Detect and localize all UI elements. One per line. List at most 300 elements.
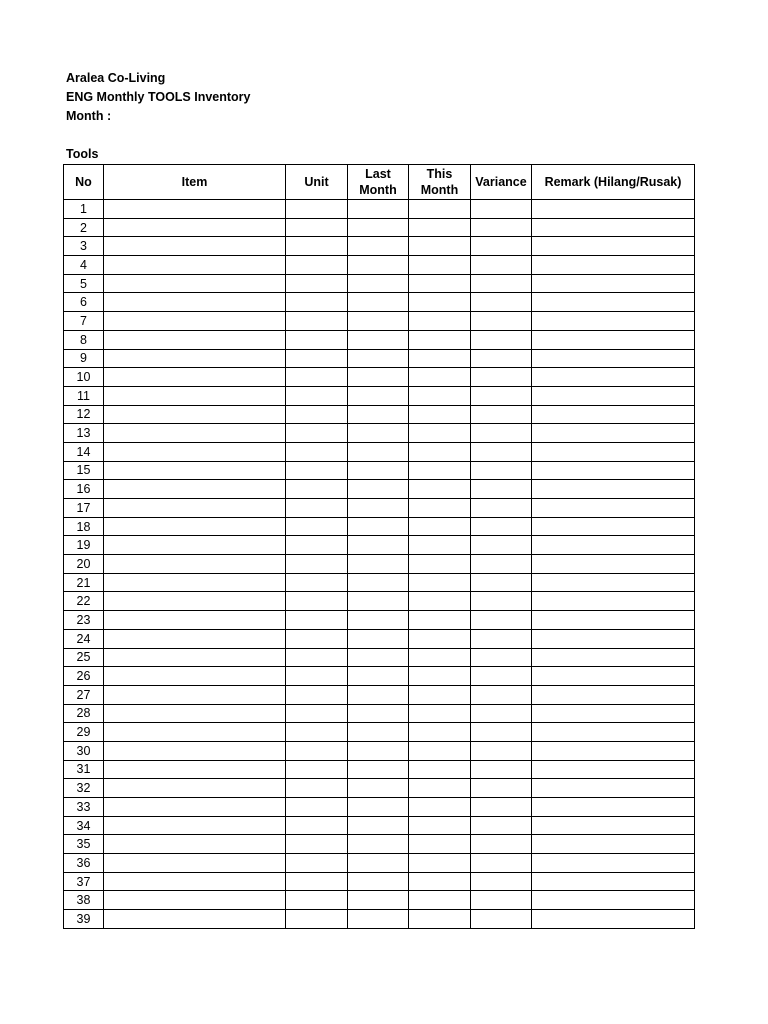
row-number: 3 xyxy=(64,237,104,256)
document-header xyxy=(66,69,251,126)
cell-unit[interactable] xyxy=(286,704,348,723)
cell-item[interactable] xyxy=(104,424,286,443)
cell-item[interactable] xyxy=(104,648,286,667)
cell-this-month[interactable] xyxy=(409,798,471,817)
cell-this-month[interactable] xyxy=(409,442,471,461)
cell-last-month[interactable] xyxy=(348,536,409,555)
cell-last-month[interactable] xyxy=(348,405,409,424)
cell-last-month[interactable] xyxy=(348,480,409,499)
cell-item[interactable] xyxy=(104,499,286,518)
cell-remark[interactable] xyxy=(532,368,695,387)
cell-last-month[interactable] xyxy=(348,312,409,331)
row-number: 13 xyxy=(64,424,104,443)
cell-unit[interactable] xyxy=(286,200,348,219)
cell-remark[interactable] xyxy=(532,667,695,686)
cell-item[interactable] xyxy=(104,274,286,293)
cell-remark[interactable] xyxy=(532,835,695,854)
cell-item[interactable] xyxy=(104,237,286,256)
cell-unit[interactable] xyxy=(286,891,348,910)
inventory-table xyxy=(63,164,695,929)
cell-this-month[interactable] xyxy=(409,386,471,405)
cell-variance[interactable] xyxy=(471,573,532,592)
cell-item[interactable] xyxy=(104,517,286,536)
cell-remark[interactable] xyxy=(532,517,695,536)
cell-variance[interactable] xyxy=(471,910,532,929)
table-row xyxy=(64,517,695,536)
table-row xyxy=(64,349,695,368)
cell-variance[interactable] xyxy=(471,499,532,518)
cell-variance[interactable] xyxy=(471,854,532,873)
cell-last-month[interactable] xyxy=(348,424,409,443)
table-row xyxy=(64,461,695,480)
row-number: 19 xyxy=(64,536,104,555)
cell-unit[interactable] xyxy=(286,573,348,592)
cell-unit[interactable] xyxy=(286,349,348,368)
cell-remark[interactable] xyxy=(532,256,695,275)
table-row xyxy=(64,723,695,742)
cell-remark[interactable] xyxy=(532,442,695,461)
cell-last-month[interactable] xyxy=(348,330,409,349)
cell-last-month[interactable] xyxy=(348,349,409,368)
cell-item[interactable] xyxy=(104,536,286,555)
cell-unit[interactable] xyxy=(286,517,348,536)
cell-unit[interactable] xyxy=(286,798,348,817)
cell-variance[interactable] xyxy=(471,592,532,611)
table-row xyxy=(64,648,695,667)
row-number: 18 xyxy=(64,517,104,536)
cell-variance[interactable] xyxy=(471,667,532,686)
cell-remark[interactable] xyxy=(532,910,695,929)
cell-remark[interactable] xyxy=(532,405,695,424)
cell-variance[interactable] xyxy=(471,741,532,760)
cell-last-month[interactable] xyxy=(348,723,409,742)
cell-unit[interactable] xyxy=(286,480,348,499)
cell-remark[interactable] xyxy=(532,536,695,555)
cell-variance[interactable] xyxy=(471,480,532,499)
cell-unit[interactable] xyxy=(286,854,348,873)
table-row xyxy=(64,741,695,760)
cell-this-month[interactable] xyxy=(409,872,471,891)
row-number: 35 xyxy=(64,835,104,854)
row-number: 38 xyxy=(64,891,104,910)
row-number: 14 xyxy=(64,442,104,461)
table-row xyxy=(64,200,695,219)
cell-this-month[interactable] xyxy=(409,685,471,704)
cell-remark[interactable] xyxy=(532,891,695,910)
cell-item[interactable] xyxy=(104,555,286,574)
table-row xyxy=(64,256,695,275)
cell-this-month[interactable] xyxy=(409,835,471,854)
cell-this-month[interactable] xyxy=(409,816,471,835)
row-number: 24 xyxy=(64,629,104,648)
cell-unit[interactable] xyxy=(286,872,348,891)
cell-variance[interactable] xyxy=(471,723,532,742)
cell-this-month[interactable] xyxy=(409,555,471,574)
row-number: 28 xyxy=(64,704,104,723)
cell-item[interactable] xyxy=(104,200,286,219)
cell-last-month[interactable] xyxy=(348,256,409,275)
table-row xyxy=(64,555,695,574)
cell-item[interactable] xyxy=(104,480,286,499)
row-number: 30 xyxy=(64,741,104,760)
cell-this-month[interactable] xyxy=(409,368,471,387)
cell-item[interactable] xyxy=(104,910,286,929)
cell-remark[interactable] xyxy=(532,704,695,723)
cell-this-month[interactable] xyxy=(409,218,471,237)
row-number: 25 xyxy=(64,648,104,667)
cell-variance[interactable] xyxy=(471,424,532,443)
table-row xyxy=(64,667,695,686)
cell-unit[interactable] xyxy=(286,218,348,237)
cell-item[interactable] xyxy=(104,854,286,873)
cell-last-month[interactable] xyxy=(348,218,409,237)
cell-variance[interactable] xyxy=(471,386,532,405)
cell-last-month[interactable] xyxy=(348,237,409,256)
cell-this-month[interactable] xyxy=(409,629,471,648)
cell-unit[interactable] xyxy=(286,592,348,611)
cell-unit[interactable] xyxy=(286,312,348,331)
cell-remark[interactable] xyxy=(532,760,695,779)
cell-item[interactable] xyxy=(104,667,286,686)
cell-last-month[interactable] xyxy=(348,629,409,648)
cell-variance[interactable] xyxy=(471,274,532,293)
table-row xyxy=(64,330,695,349)
cell-remark[interactable] xyxy=(532,461,695,480)
column-header-unit: Unit xyxy=(286,165,348,200)
cell-unit[interactable] xyxy=(286,237,348,256)
cell-remark[interactable] xyxy=(532,685,695,704)
cell-variance[interactable] xyxy=(471,611,532,630)
table-row xyxy=(64,536,695,555)
cell-this-month[interactable] xyxy=(409,405,471,424)
cell-item[interactable] xyxy=(104,723,286,742)
cell-remark[interactable] xyxy=(532,386,695,405)
table-row xyxy=(64,779,695,798)
cell-unit[interactable] xyxy=(286,536,348,555)
row-number: 16 xyxy=(64,480,104,499)
cell-this-month[interactable] xyxy=(409,200,471,219)
table-row xyxy=(64,386,695,405)
cell-this-month[interactable] xyxy=(409,517,471,536)
cell-item[interactable] xyxy=(104,685,286,704)
cell-last-month[interactable] xyxy=(348,648,409,667)
column-header-no: No xyxy=(64,165,104,200)
row-number: 26 xyxy=(64,667,104,686)
row-number: 4 xyxy=(64,256,104,275)
cell-variance[interactable] xyxy=(471,312,532,331)
cell-this-month[interactable] xyxy=(409,723,471,742)
cell-last-month[interactable] xyxy=(348,573,409,592)
cell-variance[interactable] xyxy=(471,218,532,237)
cell-item[interactable] xyxy=(104,312,286,331)
cell-this-month[interactable] xyxy=(409,648,471,667)
cell-variance[interactable] xyxy=(471,648,532,667)
table-row xyxy=(64,499,695,518)
cell-last-month[interactable] xyxy=(348,685,409,704)
cell-last-month[interactable] xyxy=(348,368,409,387)
row-number: 1 xyxy=(64,200,104,219)
cell-last-month[interactable] xyxy=(348,779,409,798)
cell-unit[interactable] xyxy=(286,667,348,686)
row-number: 34 xyxy=(64,816,104,835)
cell-remark[interactable] xyxy=(532,816,695,835)
cell-remark[interactable] xyxy=(532,424,695,443)
cell-remark[interactable] xyxy=(532,872,695,891)
cell-variance[interactable] xyxy=(471,330,532,349)
cell-remark[interactable] xyxy=(532,723,695,742)
cell-this-month[interactable] xyxy=(409,741,471,760)
row-number: 9 xyxy=(64,349,104,368)
cell-last-month[interactable] xyxy=(348,798,409,817)
cell-variance[interactable] xyxy=(471,798,532,817)
cell-remark[interactable] xyxy=(532,499,695,518)
table-row xyxy=(64,816,695,835)
cell-last-month[interactable] xyxy=(348,816,409,835)
cell-unit[interactable] xyxy=(286,442,348,461)
cell-item[interactable] xyxy=(104,218,286,237)
table-row xyxy=(64,480,695,499)
cell-remark[interactable] xyxy=(532,779,695,798)
cell-this-month[interactable] xyxy=(409,349,471,368)
cell-item[interactable] xyxy=(104,293,286,312)
cell-unit[interactable] xyxy=(286,816,348,835)
cell-item[interactable] xyxy=(104,611,286,630)
cell-unit[interactable] xyxy=(286,424,348,443)
cell-unit[interactable] xyxy=(286,629,348,648)
cell-this-month[interactable] xyxy=(409,256,471,275)
row-number: 10 xyxy=(64,368,104,387)
cell-unit[interactable] xyxy=(286,685,348,704)
cell-this-month[interactable] xyxy=(409,760,471,779)
table-row xyxy=(64,704,695,723)
cell-this-month[interactable] xyxy=(409,499,471,518)
cell-unit[interactable] xyxy=(286,910,348,929)
cell-this-month[interactable] xyxy=(409,667,471,686)
column-header-item: Item xyxy=(104,165,286,200)
row-number: 29 xyxy=(64,723,104,742)
cell-last-month[interactable] xyxy=(348,760,409,779)
cell-variance[interactable] xyxy=(471,779,532,798)
cell-item[interactable] xyxy=(104,386,286,405)
cell-remark[interactable] xyxy=(532,349,695,368)
cell-item[interactable] xyxy=(104,461,286,480)
cell-unit[interactable] xyxy=(286,611,348,630)
cell-this-month[interactable] xyxy=(409,237,471,256)
cell-remark[interactable] xyxy=(532,798,695,817)
cell-this-month[interactable] xyxy=(409,573,471,592)
cell-item[interactable] xyxy=(104,573,286,592)
cell-unit[interactable] xyxy=(286,386,348,405)
cell-item[interactable] xyxy=(104,798,286,817)
table-row xyxy=(64,835,695,854)
table-row xyxy=(64,629,695,648)
cell-variance[interactable] xyxy=(471,704,532,723)
table-row xyxy=(64,685,695,704)
cell-this-month[interactable] xyxy=(409,592,471,611)
cell-last-month[interactable] xyxy=(348,835,409,854)
table-row xyxy=(64,854,695,873)
cell-remark[interactable] xyxy=(532,200,695,219)
cell-unit[interactable] xyxy=(286,461,348,480)
cell-unit[interactable] xyxy=(286,274,348,293)
cell-last-month[interactable] xyxy=(348,442,409,461)
cell-this-month[interactable] xyxy=(409,704,471,723)
cell-unit[interactable] xyxy=(286,256,348,275)
cell-last-month[interactable] xyxy=(348,854,409,873)
cell-unit[interactable] xyxy=(286,555,348,574)
cell-item[interactable] xyxy=(104,442,286,461)
cell-item[interactable] xyxy=(104,872,286,891)
table-row xyxy=(64,368,695,387)
row-number: 37 xyxy=(64,872,104,891)
cell-unit[interactable] xyxy=(286,405,348,424)
cell-this-month[interactable] xyxy=(409,330,471,349)
cell-variance[interactable] xyxy=(471,200,532,219)
cell-this-month[interactable] xyxy=(409,274,471,293)
column-header-remark: Remark (Hilang/Rusak) xyxy=(532,165,695,200)
cell-remark[interactable] xyxy=(532,629,695,648)
cell-variance[interactable] xyxy=(471,349,532,368)
cell-unit[interactable] xyxy=(286,648,348,667)
row-number: 20 xyxy=(64,555,104,574)
cell-variance[interactable] xyxy=(471,555,532,574)
column-header-variance: Variance xyxy=(471,165,532,200)
cell-item[interactable] xyxy=(104,835,286,854)
cell-this-month[interactable] xyxy=(409,779,471,798)
cell-last-month[interactable] xyxy=(348,517,409,536)
cell-last-month[interactable] xyxy=(348,704,409,723)
cell-remark[interactable] xyxy=(532,330,695,349)
cell-remark[interactable] xyxy=(532,274,695,293)
cell-remark[interactable] xyxy=(532,237,695,256)
cell-item[interactable] xyxy=(104,405,286,424)
table-row xyxy=(64,312,695,331)
cell-variance[interactable] xyxy=(471,405,532,424)
cell-item[interactable] xyxy=(104,816,286,835)
row-number: 23 xyxy=(64,611,104,630)
cell-remark[interactable] xyxy=(532,480,695,499)
cell-this-month[interactable] xyxy=(409,910,471,929)
cell-remark[interactable] xyxy=(532,741,695,760)
cell-item[interactable] xyxy=(104,368,286,387)
cell-last-month[interactable] xyxy=(348,555,409,574)
cell-variance[interactable] xyxy=(471,461,532,480)
cell-unit[interactable] xyxy=(286,741,348,760)
cell-variance[interactable] xyxy=(471,256,532,275)
cell-variance[interactable] xyxy=(471,368,532,387)
table-row xyxy=(64,442,695,461)
cell-remark[interactable] xyxy=(532,592,695,611)
cell-this-month[interactable] xyxy=(409,424,471,443)
cell-last-month[interactable] xyxy=(348,592,409,611)
cell-item[interactable] xyxy=(104,891,286,910)
cell-last-month[interactable] xyxy=(348,274,409,293)
cell-remark[interactable] xyxy=(532,312,695,331)
cell-last-month[interactable] xyxy=(348,386,409,405)
row-number: 17 xyxy=(64,499,104,518)
cell-item[interactable] xyxy=(104,704,286,723)
cell-last-month[interactable] xyxy=(348,667,409,686)
cell-item[interactable] xyxy=(104,779,286,798)
cell-variance[interactable] xyxy=(471,237,532,256)
cell-this-month[interactable] xyxy=(409,312,471,331)
cell-last-month[interactable] xyxy=(348,293,409,312)
cell-this-month[interactable] xyxy=(409,293,471,312)
cell-last-month[interactable] xyxy=(348,872,409,891)
cell-variance[interactable] xyxy=(471,629,532,648)
cell-last-month[interactable] xyxy=(348,741,409,760)
cell-variance[interactable] xyxy=(471,517,532,536)
cell-unit[interactable] xyxy=(286,723,348,742)
row-number: 6 xyxy=(64,293,104,312)
cell-variance[interactable] xyxy=(471,442,532,461)
cell-variance[interactable] xyxy=(471,293,532,312)
cell-unit[interactable] xyxy=(286,779,348,798)
cell-variance[interactable] xyxy=(471,760,532,779)
cell-item[interactable] xyxy=(104,256,286,275)
cell-variance[interactable] xyxy=(471,685,532,704)
cell-remark[interactable] xyxy=(532,573,695,592)
cell-remark[interactable] xyxy=(532,854,695,873)
table-row xyxy=(64,611,695,630)
row-number: 32 xyxy=(64,779,104,798)
cell-variance[interactable] xyxy=(471,816,532,835)
cell-item[interactable] xyxy=(104,629,286,648)
cell-last-month[interactable] xyxy=(348,611,409,630)
cell-variance[interactable] xyxy=(471,835,532,854)
cell-this-month[interactable] xyxy=(409,854,471,873)
cell-this-month[interactable] xyxy=(409,536,471,555)
cell-variance[interactable] xyxy=(471,872,532,891)
cell-last-month[interactable] xyxy=(348,499,409,518)
row-number: 31 xyxy=(64,760,104,779)
cell-item[interactable] xyxy=(104,330,286,349)
cell-last-month[interactable] xyxy=(348,910,409,929)
cell-remark[interactable] xyxy=(532,218,695,237)
document-title: ENG Monthly TOOLS Inventory xyxy=(66,90,251,104)
cell-unit[interactable] xyxy=(286,368,348,387)
cell-last-month[interactable] xyxy=(348,891,409,910)
cell-last-month[interactable] xyxy=(348,461,409,480)
cell-this-month[interactable] xyxy=(409,611,471,630)
cell-this-month[interactable] xyxy=(409,891,471,910)
cell-this-month[interactable] xyxy=(409,480,471,499)
table-row xyxy=(64,798,695,817)
cell-unit[interactable] xyxy=(286,293,348,312)
cell-item[interactable] xyxy=(104,760,286,779)
cell-unit[interactable] xyxy=(286,499,348,518)
cell-remark[interactable] xyxy=(532,611,695,630)
cell-remark[interactable] xyxy=(532,293,695,312)
cell-item[interactable] xyxy=(104,592,286,611)
cell-variance[interactable] xyxy=(471,536,532,555)
cell-item[interactable] xyxy=(104,741,286,760)
cell-variance[interactable] xyxy=(471,891,532,910)
cell-unit[interactable] xyxy=(286,330,348,349)
cell-last-month[interactable] xyxy=(348,200,409,219)
cell-unit[interactable] xyxy=(286,760,348,779)
cell-this-month[interactable] xyxy=(409,461,471,480)
table-row xyxy=(64,573,695,592)
cell-remark[interactable] xyxy=(532,648,695,667)
company-name: Aralea Co-Living xyxy=(66,71,166,85)
row-number: 22 xyxy=(64,592,104,611)
cell-remark[interactable] xyxy=(532,555,695,574)
cell-item[interactable] xyxy=(104,349,286,368)
column-header-this-month: This Month xyxy=(409,165,471,200)
cell-unit[interactable] xyxy=(286,835,348,854)
row-number: 5 xyxy=(64,274,104,293)
